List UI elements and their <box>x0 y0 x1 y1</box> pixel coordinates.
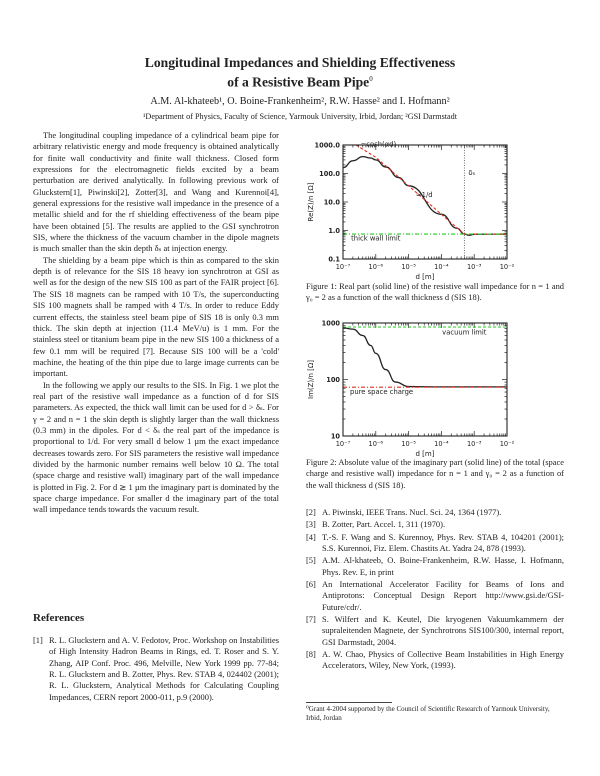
reference-item <box>33 635 279 703</box>
y-tick-label: 1000.0 <box>314 141 340 150</box>
annotation: vacuum limit <box>442 328 487 337</box>
reference-item <box>306 519 564 530</box>
x-tick-label: 10⁻⁷ <box>335 440 351 448</box>
x-tick-label: 10⁻⁵ <box>401 440 416 448</box>
annotation: pure space charge <box>350 388 414 397</box>
reference-number: [8] <box>306 649 316 660</box>
figure-2-caption: Figure 2: Absolute value of the imaginary part (solid line) of the total (space charge and resistive wall) impedance for n = 1 and γ₀ = 2 as a function of the wall thickness d (SIS 18). <box>306 457 564 490</box>
paragraph: In the following we apply our results to the SIS. In Fig. 1 we plot the real part of the resistive wall impedance as a function of d for SIS parameters. As expected, the thick wall limit can be used for d > δₛ. For γ = 2 and n = 1 the skin depth is slightly larger than the wall thickness (0.3 mm) in the dipoles. For d < δₛ the real part of the impedance is proportional to 1/d. For very small d below 1 µm the exact impedance decreases towards zero. For SIS parameters the resistive wall impedance divided by the harmonic number remains well below 10 Ω. The total (space charge and resistive wall) imaginary part of the wall impedance is plotted in Fig. 2. For d ≳ 1 µm the imaginary part is dominated by the space charge impedance. For smaller d the imaginary part of the total wall impedance tends towards the vacuum result. <box>33 379 279 515</box>
reference-number: [2] <box>306 507 316 517</box>
reference-item <box>306 555 564 578</box>
reference-item <box>306 649 564 672</box>
title-footnote-mark: 0 <box>369 75 373 83</box>
x-tick-label: 10⁻³ <box>466 263 482 271</box>
series-line-approx <box>356 145 507 234</box>
reference-text: An International Accelerator Facility for Beams of Ions and Antiprotons: Conceptual Design Report http://www.gsi.de/GSI-Future/cdr/. <box>322 579 564 612</box>
references-heading: References <box>33 612 85 624</box>
y-tick-label: 10 <box>330 432 340 441</box>
reference-text: T.-S. F. Wang and S. Kurennoy, Phys. Rev. STAB 4, 104201 (2001); S.S. Kurennoi, Fiz. Elem. Chastits At. Yadra 24, 878 (1993). <box>322 531 564 554</box>
reference-number: [3] <box>306 519 316 530</box>
paragraph: The shielding by a beam pipe which is thin as compared to the skin depth is of relevance for the SIS 18 heavy ion synchrotron at GSI as well as for the design of the new SIS 100 as part of the FAIR project [6]. The SIS 18 magnets can be ramped with 10 T/s, the superconducting SIS 100 magnets shall be ramped with 4 T/s. In order to reduce Eddy current effects, the stainless steel beam pipe of SIS 18 is only 0.3 mm thick. The skin depth at injection (11.4 MeV/u) is 1 mm. For the stainless steel or titanium beam pipe in the new SIS 100 a thickness of a few 0.1 mm will be required [7]. Because SIS 100 will be a 'cold' machine, the heating of the thin pipe due to large image currents can be important. <box>33 254 279 379</box>
x-tick-label: 10⁻⁶ <box>368 263 384 271</box>
reference-number: [7] <box>306 614 316 625</box>
reference-item <box>306 532 564 555</box>
x-tick-label: 10⁻⁶ <box>368 440 384 448</box>
x-tick-label: 10⁻⁷ <box>335 263 351 271</box>
footnote: ⁰Grant 4-2004 supported by the Council of Scientific Research of Yarmouk University, Irbid, Jordan <box>306 705 550 722</box>
figure-2-chart <box>306 316 566 458</box>
title-line-1: Longitudinal Impedances and Shielding Effectiveness <box>144 55 456 70</box>
y-tick-label: 10.0 <box>323 198 340 207</box>
x-tick-label: 10⁻³ <box>466 440 482 448</box>
plot-frame <box>343 323 507 436</box>
references-list-left <box>33 635 279 704</box>
x-axis-label: d [m] <box>415 450 435 458</box>
annotation: ≈1/d <box>415 190 433 199</box>
figure-1-caption: Figure 1: Real part (solid line) of the resistive wall impedance for n = 1 and γ₀ = 2 as a function of the wall thickness d (SIS 18). <box>306 281 564 303</box>
figure-1-chart <box>306 136 566 282</box>
skin-depth-label: δₛ <box>468 169 476 177</box>
references-list-right <box>306 507 564 673</box>
reference-text: A.M. Al-khateeb, O. Boine-Frankenheim, R.W. Hasse, I. Hofmann, Phys. Rev. E, in print <box>322 555 564 577</box>
reference-number: [5] <box>306 555 316 566</box>
affiliation: ¹Department of Physics, Faculty of Science, Yarmouk University, Irbid, Jordan; ²GSI Darmstadt <box>142 112 458 121</box>
y-tick-label: 100 <box>326 376 340 384</box>
paper-title <box>0 54 600 91</box>
x-axis-label: d [m] <box>415 273 435 281</box>
y-axis-label: Im(Z)/n [Ω] <box>307 360 315 399</box>
reference-text: A. Piwinski, IEEE Trans. Nucl. Sci. 24, 1364 (1977). <box>322 507 502 517</box>
reference-number: [4] <box>306 531 316 542</box>
x-tick-label: 10⁻² <box>499 440 515 448</box>
y-tick-label: 100.0 <box>319 170 340 178</box>
footnote-rule <box>306 702 392 703</box>
annotation: thick wall limit <box>351 234 401 243</box>
reference-text: S. Wilfert and K. Keutel, Die kryogenen Vakuumkammern der supraleitenden Magnete, der Synchrotrons SIS100/300, internal report, GSI Darmstadt, 2004. <box>322 614 564 647</box>
reference-text: R. L. Gluckstern and A. V. Fedotov, Proc. Workshop on Instabilities of High Intensity Hadron Beams in Rings, ed. T. Roser and S. Y. Zhang, AIP Conf. Proc. 496, Melville, New York 1999 pp. 77-84; R. L. Gluckstern and B. Zotter, Phys. Rev. STAB 4, 024402 (2001); R. L. Gluckstern, Analytical Methods for Calculating Coupling Impedances, CERN report 2000-011, p.9 (2000). <box>49 635 279 702</box>
reference-number: [6] <box>306 579 316 590</box>
body-text <box>33 130 279 516</box>
authors: A.M. Al-khateeb¹, O. Boine-Frankenheim², R.W. Hasse² and I. Hofmann² <box>150 96 450 107</box>
reference-text: B. Zotter, Part. Accel. 1, 311 (1970). <box>322 519 446 530</box>
x-tick-label: 10⁻² <box>499 263 515 271</box>
y-tick-label: 0.1 <box>328 255 340 264</box>
reference-number: [1] <box>33 635 43 645</box>
title-line-2: of a Resistive Beam Pipe$^0$ <box>227 74 373 90</box>
paragraph: The longitudinal coupling impedance of a cylindrical beam pipe for arbitrary relativistic energy and mode frequency is obtained analytically for finite wall conductivity and finite wall thickness. Closed form expressions for the electromagnetic fields excited by a beam perturbation are derived analytically. In following previous work of Gluckstern[1], Piwinski[2], Zotter[3], and Wang and Kurennoi[4], general expressions for the resistive wall impedance in the presence of a metallic shield and for the rf shielding effectiveness of the beam pipe have been obtained [5]. The results are applied to the GSI synchrotron SIS, where the thickness of the vacuum chamber in the dipole magnets is much smaller than the skin depth δₛ at injection energy. <box>33 130 279 254</box>
x-tick-label: 10⁻⁴ <box>434 440 449 448</box>
annotation: ≈cosh(αd) <box>360 140 397 149</box>
x-tick-label: 10⁻⁵ <box>401 263 416 271</box>
reference-item <box>306 614 564 648</box>
reference-item <box>306 579 564 613</box>
reference-item <box>306 507 564 518</box>
y-axis-label: Re(Z)/n [Ω] <box>307 182 315 222</box>
reference-text: A. W. Chao, Physics of Collective Beam Instabilities in High Energy Accelerators, Wiley, New York, (1993). <box>322 649 564 671</box>
x-tick-label: 10⁻⁴ <box>434 263 449 271</box>
y-tick-label: 1.0 <box>328 227 340 235</box>
y-tick-label: 1000 <box>321 319 340 328</box>
